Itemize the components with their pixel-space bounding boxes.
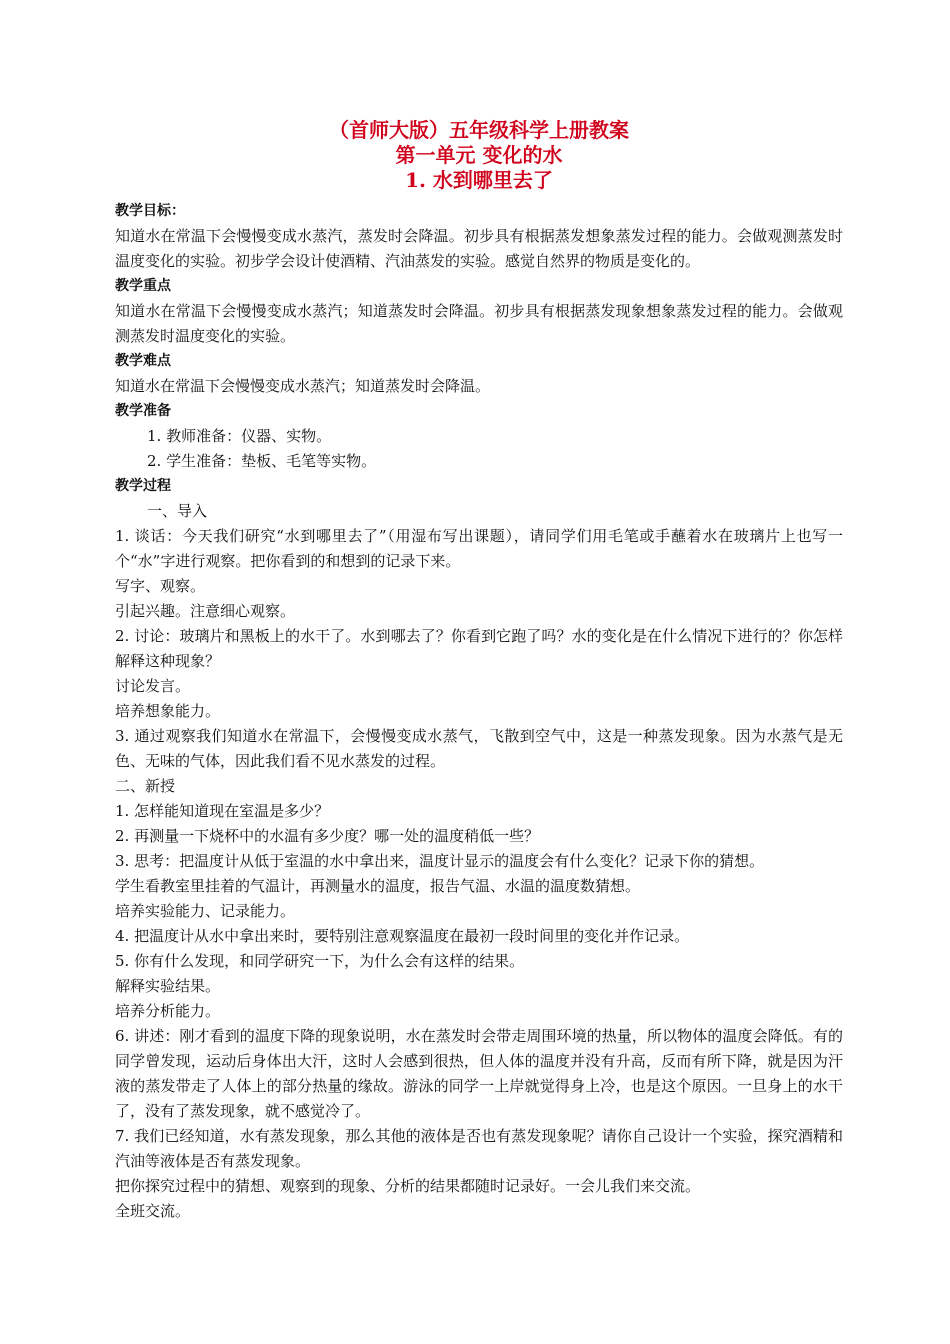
title-block (115, 118, 843, 193)
paragraph: 培养想象能力。 (115, 702, 221, 720)
paragraph: 写字、观察。 (115, 577, 206, 595)
paragraph: 2. 讨论：玻璃片和黑板上的水干了。水到哪去了？你看到它跑了吗？水的变化是在什么情况下进行的？你怎样解释这种现象？ (115, 627, 843, 670)
paragraph: 1. 怎样能知道现在室温是多少？ (115, 802, 330, 820)
goals-heading: 教学目标： (115, 203, 185, 219)
paragraph: 1. 谈话：今天我们研究“水到哪里去了”（用湿布写出课题），请同学们用毛笔或手蘸着水在玻璃片上也写一个“水”字进行观察。把你看到的和想到的记录下来。 (115, 527, 843, 570)
paragraph: 3. 通过观察我们知道水在常温下，会慢慢变成水蒸气，飞散到空气中，这是一种蒸发现象。因为水蒸气是无色、无味的气体，因此我们看不见水蒸发的过程。 (115, 727, 843, 770)
paragraph: 讨论发言。 (115, 677, 191, 695)
key-points-heading: 教学重点 (115, 278, 171, 294)
paragraph: 6. 讲述：刚才看到的温度下降的现象说明，水在蒸发时会带走周围环境的热量，所以物体的温度会降低。有的同学曾发现，运动后身体出大汗，这时人会感到很热，但人体的温度并没有升高，反而有所下降，就是因为汗液的蒸发带走了人体上的部分热量的缘故。游泳的同学一上岸就觉得身上冷，也是这个原因。一旦身上的水干了，没有了蒸发现象，就不感觉冷了。 (115, 1027, 843, 1120)
document-title: （首师大版）五年级科学上册教案 (329, 118, 629, 142)
document-page (115, 118, 843, 1224)
lesson-title: 1. 水到哪里去了 (405, 168, 553, 192)
process-heading: 教学过程 (115, 478, 171, 494)
paragraph: 全班交流。 (115, 1202, 191, 1220)
preparation-heading: 教学准备 (115, 403, 171, 419)
paragraph: 引起兴趣。注意细心观察。 (115, 602, 296, 620)
paragraph: 4. 把温度计从水中拿出来时，要特别注意观察温度在最初一段时间里的变化并作记录。 (115, 927, 690, 945)
paragraph: 7. 我们已经知道，水有蒸发现象，那么其他的液体是否也有蒸发现象呢？请你自己设计一个实验，探究酒精和汽油等液体是否有蒸发现象。 (115, 1127, 843, 1170)
unit-title: 第一单元 变化的水 (395, 143, 563, 167)
paragraph: 2. 再测量一下烧杯中的水温有多少度？哪一处的温度稍低一些？ (115, 827, 540, 845)
preparation-item: 2. 学生准备：垫板、毛笔等实物。 (147, 452, 377, 470)
preparation-item: 1. 教师准备：仪器、实物。 (147, 427, 332, 445)
paragraph: 解释实验结果。 (115, 977, 221, 995)
paragraph: 3. 思考：把温度计从低于室温的水中拿出来，温度计显示的温度会有什么变化？记录下你的猜想。 (115, 852, 765, 870)
paragraph: 培养实验能力、记录能力。 (115, 902, 296, 920)
difficulty-text: 知道水在常温下会慢慢变成水蒸汽；知道蒸发时会降温。 (115, 377, 491, 395)
part-one-title: 一、导入 (147, 502, 208, 520)
key-points-text: 知道水在常温下会慢慢变成水蒸汽；知道蒸发时会降温。初步具有根据蒸发现象想象蒸发过程的能力。会做观测蒸发时温度变化的实验。 (115, 302, 843, 345)
paragraph: 学生看教室里挂着的气温计，再测量水的温度，报告气温、水温的温度数猜想。 (115, 877, 641, 895)
difficulty-heading: 教学难点 (115, 353, 171, 369)
goals-text: 知道水在常温下会慢慢变成水蒸汽，蒸发时会降温。初步具有根据蒸发想象蒸发过程的能力。会做观测蒸发时温度变化的实验。初步学会设计使酒精、汽油蒸发的实验。感觉自然界的物质是变化的。 (115, 227, 843, 270)
paragraph: 把你探究过程中的猜想、观察到的现象、分析的结果都随时记录好。一会儿我们来交流。 (115, 1177, 701, 1195)
paragraph: 5. 你有什么发现，和同学研究一下，为什么会有这样的结果。 (115, 952, 525, 970)
part-two-title: 二、新授 (115, 777, 176, 795)
paragraph: 培养分析能力。 (115, 1002, 221, 1020)
